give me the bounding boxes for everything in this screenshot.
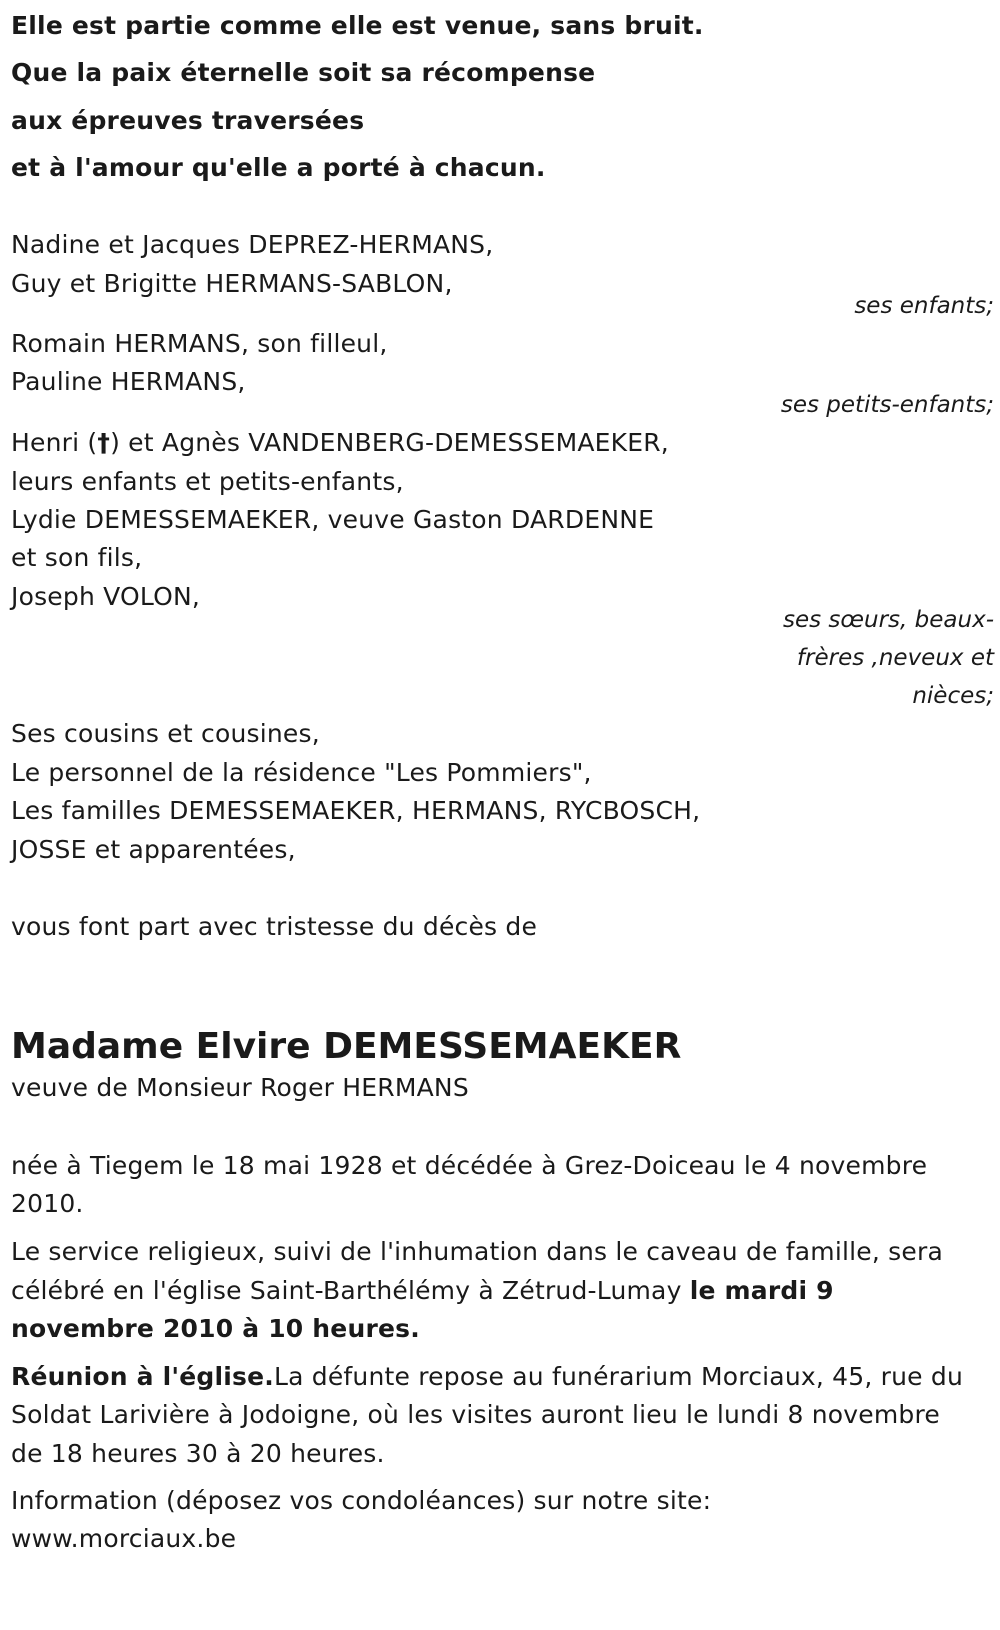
epitaph-line: Que la paix éternelle soit sa récompense (11, 58, 596, 87)
service-line: Le service religieux, suivi de l'inhumation dans le caveau de famille, sera (11, 1237, 943, 1266)
relation-label: ses sœurs, beaux- (782, 607, 994, 633)
family-line: Les familles DEMESSEMAEKER, HERMANS, RYCBOSCH, (11, 796, 701, 825)
epitaph-line: Elle est partie comme elle est venue, sans bruit. (11, 11, 704, 40)
reunion-text: La défunte repose au funérarium Morciaux, 45, rue du (273, 1362, 964, 1391)
reunion-line: de 18 heures 30 à 20 heures. (11, 1439, 385, 1468)
relation-label: frères ,neveux et (796, 645, 994, 671)
henri-text: Henri ( (11, 428, 98, 457)
announcement: vous font part avec tristesse du décès de (11, 912, 538, 941)
family-line: Joseph VOLON, (11, 582, 201, 611)
service-time: novembre 2010 à 10 heures. (11, 1314, 420, 1343)
website-link[interactable]: www.morciaux.be (11, 1524, 237, 1553)
relation-label: ses petits-enfants; (780, 392, 994, 418)
family-line: JOSSE et apparentées, (11, 835, 296, 864)
service-line (11, 1271, 834, 1311)
family-line: Romain HERMANS, son filleul, (11, 329, 388, 358)
family-line: Guy et Brigitte HERMANS-SABLON, (11, 269, 453, 298)
deceased-name: Madame Elvire DEMESSEMAEKER (11, 1026, 682, 1067)
information-line: Information (déposez vos condoléances) sur notre site: (11, 1486, 712, 1515)
epitaph-line: et à l'amour qu'elle a porté à chacun. (11, 153, 546, 182)
family-line: Ses cousins et cousines, (11, 719, 320, 748)
relation-label: ses enfants; (854, 293, 994, 319)
family-line: leurs enfants et petits-enfants, (11, 467, 404, 496)
henri-rest-text: ) et Agnès VANDENBERG-DEMESSEMAEKER, (110, 428, 669, 457)
relation-label: nièces; (912, 683, 994, 709)
family-line: Pauline HERMANS, (11, 367, 246, 396)
reunion-title: Réunion à l'église. (11, 1362, 274, 1391)
birth-death-line: née à Tiegem le 18 mai 1928 et décédée à Grez-Doiceau le 4 novembre (11, 1151, 928, 1180)
reunion-line (11, 1357, 963, 1397)
widow-of: veuve de Monsieur Roger HERMANS (11, 1073, 469, 1102)
family-line: Lydie DEMESSEMAEKER, veuve Gaston DARDENNE (11, 505, 655, 534)
family-line (11, 423, 669, 463)
reunion-line: Soldat Larivière à Jodoigne, où les visites auront lieu le lundi 8 novembre (11, 1400, 941, 1429)
family-line: et son fils, (11, 543, 143, 572)
service-place: célébré en l'église Saint-Barthélémy à Zétrud-Lumay (11, 1276, 690, 1305)
birth-death-line: 2010. (11, 1189, 84, 1218)
family-line: Nadine et Jacques DEPREZ-HERMANS, (11, 230, 494, 259)
cross-icon: † (97, 428, 111, 457)
service-date: le mardi 9 (689, 1276, 834, 1305)
family-line: Le personnel de la résidence "Les Pommiers", (11, 758, 592, 787)
epitaph-line: aux épreuves traversées (11, 106, 365, 135)
